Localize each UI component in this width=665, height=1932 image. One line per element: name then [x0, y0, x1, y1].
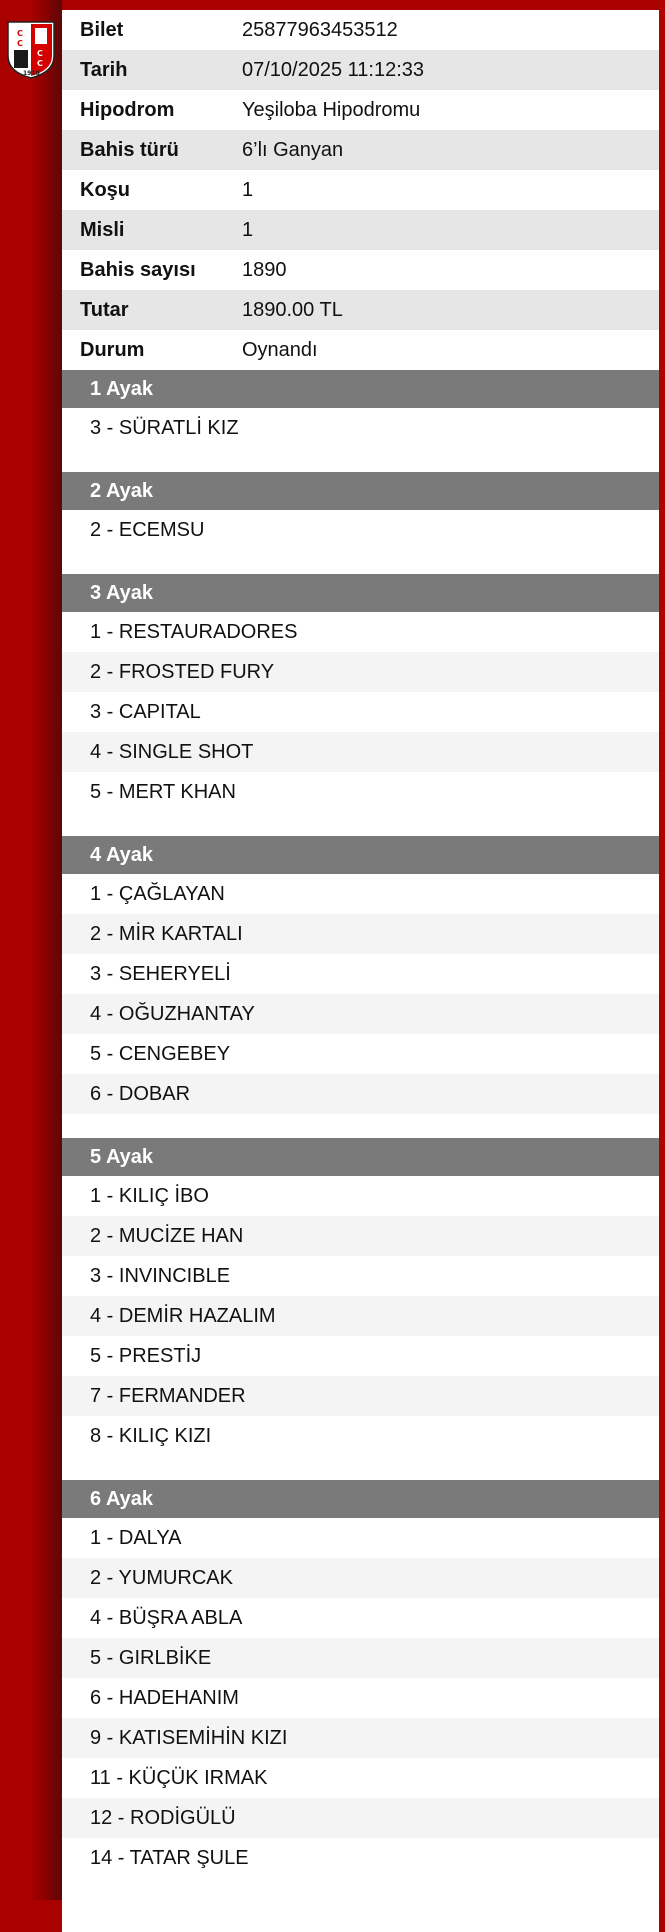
horse-item: 8 - KILIÇ KIZI — [90, 1424, 212, 1447]
club-crest-icon — [4, 20, 58, 80]
horse-item: 1 - KILIÇ İBO — [90, 1184, 209, 1207]
ticket-panel — [62, 10, 659, 1932]
info-label: Bahis sayısı — [80, 258, 196, 281]
horse-item: 4 - OĞUZHANTAY — [62, 994, 659, 1034]
info-value: 1890 — [242, 258, 287, 281]
horse-item: 2 - MUCİZE HAN — [62, 1216, 659, 1256]
svg-text:1910: 1910 — [23, 70, 40, 77]
info-label: Misli — [80, 218, 125, 241]
info-value: 6’lı Ganyan — [242, 138, 344, 161]
horse-item: 11 - KÜÇÜK IRMAK — [90, 1766, 268, 1789]
svg-text:C: C — [17, 29, 23, 38]
info-value: 25877963453512 — [242, 18, 398, 41]
leg-header: 6 Ayak — [62, 1480, 659, 1518]
horse-item: 5 - GIRLBİKE — [62, 1638, 659, 1678]
horse-item: 4 - BÜŞRA ABLA — [90, 1606, 243, 1629]
leg-header: 4 Ayak — [62, 836, 659, 874]
sidebar — [0, 0, 62, 1900]
leg-section — [62, 370, 659, 472]
info-value: Oynandı — [242, 338, 318, 361]
leg-header: 5 Ayak — [62, 1138, 659, 1176]
horse-item: 2 - ECEMSU — [90, 518, 205, 541]
horse-item: 3 - SEHERYELİ — [90, 962, 231, 985]
info-label: Koşu — [80, 178, 130, 201]
svg-text:C: C — [37, 59, 43, 68]
horse-item: 4 - DEMİR HAZALIM — [62, 1296, 659, 1336]
info-label: Tarih — [80, 58, 128, 81]
leg-header: 2 Ayak — [62, 472, 659, 510]
ticket-info-table — [62, 10, 659, 370]
info-row — [62, 250, 659, 290]
horse-item: 1 - ÇAĞLAYAN — [90, 882, 225, 905]
horse-item: 2 - MİR KARTALI — [62, 914, 659, 954]
horse-item: 4 - SINGLE SHOT — [62, 732, 659, 772]
info-row — [62, 170, 659, 210]
horse-item: 9 - KATISEMİHİN KIZI — [62, 1718, 659, 1758]
horse-item: 6 - HADEHANIM — [90, 1686, 239, 1709]
horse-item: 1 - DALYA — [90, 1526, 182, 1549]
info-row — [62, 330, 659, 370]
info-value: 1 — [242, 218, 254, 241]
leg-header: 1 Ayak — [62, 370, 659, 408]
info-label: Durum — [80, 338, 145, 361]
info-row — [62, 130, 659, 170]
horse-item: 5 - CENGEBEY — [90, 1042, 231, 1065]
horse-item: 14 - TATAR ŞULE — [90, 1846, 249, 1869]
info-row — [62, 50, 659, 90]
horse-item: 3 - INVINCIBLE — [90, 1264, 231, 1287]
info-label: Hipodrom — [80, 98, 175, 121]
horse-item: 3 - CAPITAL — [90, 700, 201, 723]
horse-item: 1 - RESTAURADORES — [90, 620, 298, 643]
info-value: 1 — [242, 178, 254, 201]
legs-list — [62, 370, 659, 1902]
info-row — [62, 210, 659, 250]
leg-section — [62, 1480, 659, 1902]
info-row — [62, 90, 659, 130]
horse-item: 2 - FROSTED FURY — [62, 652, 659, 692]
info-row — [62, 10, 659, 50]
info-value: 07/10/2025 11:12:33 — [242, 58, 425, 81]
info-label: Bilet — [80, 18, 124, 41]
svg-text:C: C — [17, 39, 23, 48]
right-edge — [659, 0, 665, 1900]
leg-section — [62, 574, 659, 836]
horse-item: 12 - RODİGÜLÜ — [62, 1798, 659, 1838]
leg-section — [62, 1138, 659, 1480]
info-label: Bahis türü — [80, 138, 179, 161]
horse-item: 3 - SÜRATLİ KIZ — [90, 416, 239, 439]
horse-item: 5 - PRESTİJ — [90, 1344, 202, 1367]
horse-item: 5 - MERT KHAN — [90, 780, 236, 803]
leg-section — [62, 836, 659, 1138]
leg-section — [62, 472, 659, 574]
info-value: 1890.00 TL — [242, 298, 343, 321]
horse-item: 2 - YUMURCAK — [62, 1558, 659, 1598]
info-value: Yeşiloba Hipodromu — [242, 98, 421, 121]
leg-header: 3 Ayak — [62, 574, 659, 612]
horse-item: 6 - DOBAR — [62, 1074, 659, 1114]
info-label: Tutar — [80, 298, 129, 321]
horse-item: 7 - FERMANDER — [62, 1376, 659, 1416]
svg-text:C: C — [37, 49, 43, 58]
info-row — [62, 290, 659, 330]
